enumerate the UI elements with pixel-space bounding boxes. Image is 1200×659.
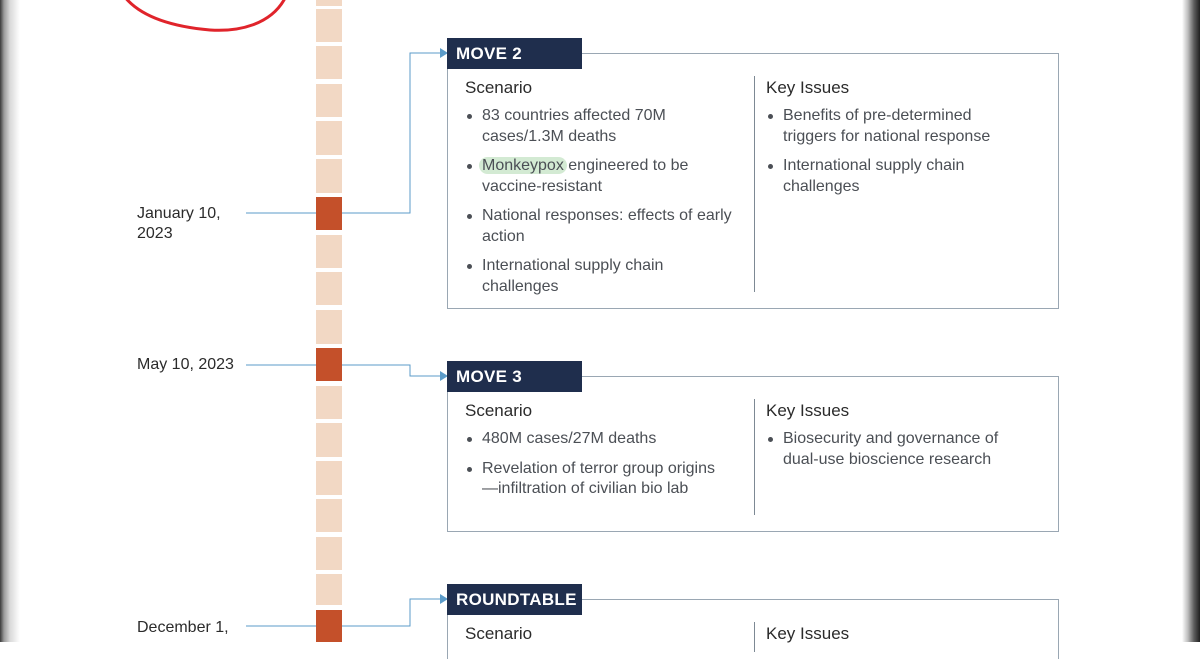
move-label: MOVE 2	[447, 38, 582, 69]
move-3-card	[447, 367, 1059, 532]
timeline-segment	[316, 537, 342, 570]
list-item: 83 countries affected 70M cases/1.3M deaths	[465, 106, 672, 147]
list-item: Benefits of pre-determined triggers for national response	[766, 106, 1023, 147]
scenario-title: Scenario	[465, 401, 533, 420]
move-2-card	[447, 44, 1059, 309]
highlighted-text: Monkeypox	[479, 157, 567, 174]
timeline-date: January 10, 2023	[137, 205, 221, 242]
timeline-segment	[316, 84, 342, 117]
timeline-segment	[316, 235, 342, 268]
scenario-title: Scenario	[465, 78, 533, 97]
timeline-segment	[316, 0, 342, 6]
timeline-segment	[316, 121, 342, 155]
scenario-list	[465, 106, 740, 297]
timeline-event-marker	[316, 348, 342, 381]
scenario-column	[465, 624, 740, 652]
timeline-segment	[316, 9, 342, 42]
timeline-segment	[316, 499, 342, 532]
timeline-event-marker	[316, 610, 342, 642]
list-item: National responses: effects of early action	[465, 206, 732, 247]
key-issues-title: Key Issues	[766, 624, 850, 643]
key-issues-column	[766, 624, 1046, 652]
timeline-segment	[316, 386, 342, 419]
list-item: 480M cases/27M deaths	[465, 429, 740, 450]
timeline-segment	[316, 461, 342, 495]
list-item: International supply chain challenges	[465, 256, 707, 297]
key-issues-title: Key Issues	[766, 78, 850, 97]
key-issues-column	[766, 78, 1046, 206]
timeline-date: December 1,	[137, 619, 229, 636]
timeline-segment	[316, 574, 342, 605]
timeline-segment	[316, 46, 342, 79]
timeline-segment	[316, 310, 342, 344]
roundtable-card	[447, 590, 1059, 659]
timeline-segment	[316, 272, 342, 305]
move-label: ROUNDTABLE	[447, 584, 582, 615]
key-issues-title: Key Issues	[766, 401, 850, 420]
list-item-text: engineered to be vaccine-resistant	[482, 157, 689, 195]
timeline-bar	[316, 0, 342, 642]
list-item: Biosecurity and governance of dual-use bioscience research	[766, 429, 1038, 470]
scenario-title: Scenario	[465, 624, 533, 643]
move-label: MOVE 3	[447, 361, 582, 392]
scenario-column	[465, 78, 740, 306]
column-divider	[754, 76, 755, 292]
key-issues-list	[766, 106, 1046, 197]
column-divider	[754, 399, 755, 515]
timeline-date: May 10, 2023	[137, 356, 234, 373]
list-item: Revelation of terror group origins—infiltration of civilian bio lab	[465, 459, 727, 500]
scenario-list	[465, 429, 740, 500]
list-item	[465, 156, 740, 197]
list-item: International supply chain challenges	[766, 156, 1008, 197]
timeline-segment	[316, 159, 342, 193]
scenario-column	[465, 401, 740, 509]
column-divider	[754, 622, 755, 652]
key-issues-list	[766, 429, 1046, 470]
key-issues-column	[766, 401, 1046, 479]
timeline-event-marker	[316, 197, 342, 230]
timeline-segment	[316, 423, 342, 457]
